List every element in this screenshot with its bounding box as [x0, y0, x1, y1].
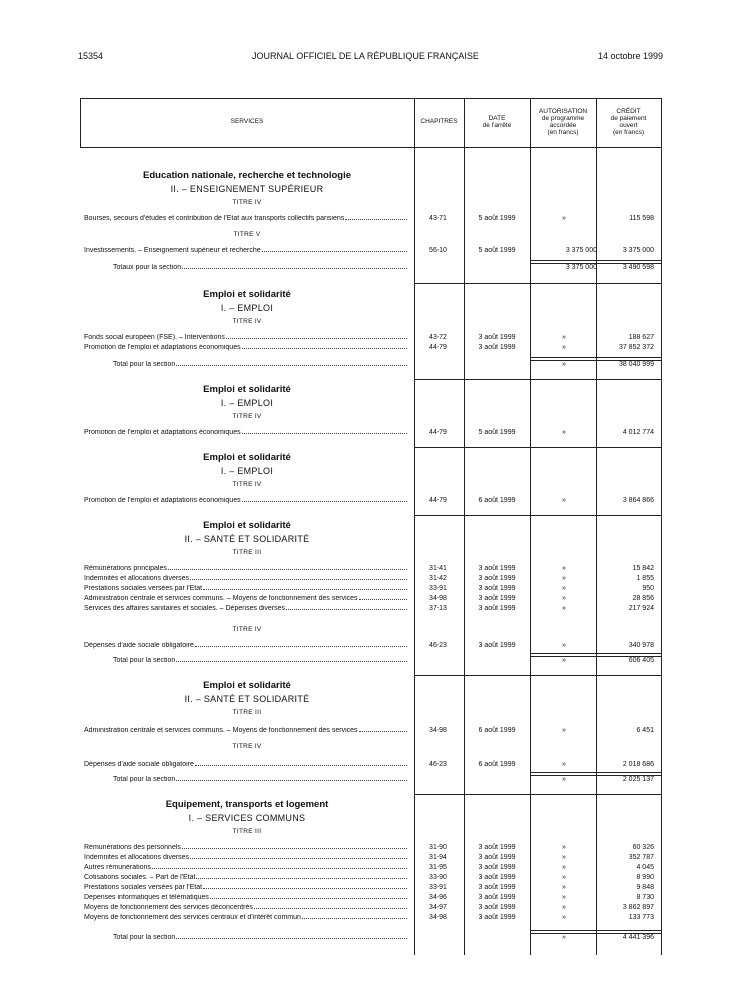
row-label [113, 934, 408, 941]
row-autorisation: » [562, 595, 566, 602]
row-label [84, 605, 408, 612]
journal-title: JOURNAL OFFICIEL DE LA RÉPUBLIQUE FRANÇAISE [252, 51, 479, 61]
table-row [80, 595, 662, 605]
row-label [84, 854, 408, 861]
row-autorisation: » [562, 642, 566, 649]
row-credit: 3 862 897 [622, 904, 654, 911]
section-separator [414, 447, 661, 448]
dot-leader [176, 938, 407, 939]
total-row [80, 934, 662, 944]
col-header-chapitres-label: CHAPITRES [420, 118, 458, 126]
section-separator [414, 283, 661, 284]
row-autorisation: » [562, 657, 566, 664]
row-credit: 217 924 [628, 605, 654, 612]
row-label [84, 864, 408, 871]
row-label-text: Totaux pour la section [113, 264, 182, 271]
row-date: 3 août 1999 [478, 575, 516, 582]
row-credit: 133 773 [628, 914, 654, 921]
dot-leader [345, 219, 407, 220]
column-rule [596, 98, 597, 955]
table-row [80, 904, 662, 914]
row-autorisation: » [562, 884, 566, 891]
row-credit: 340 978 [628, 642, 654, 649]
section-separator [414, 794, 661, 795]
row-autorisation: » [562, 215, 566, 222]
dot-leader [203, 888, 407, 889]
row-date: 3 août 1999 [478, 585, 516, 592]
titre-heading: TITRE IV [232, 626, 262, 633]
row-date: 3 août 1999 [478, 334, 516, 341]
section-title: Emploi et solidarité [203, 384, 291, 395]
row-label-text: Promotion de l'emploi et adaptations économiques [84, 344, 241, 351]
row-label [113, 264, 408, 271]
row-date: 3 août 1999 [478, 595, 516, 602]
titre-heading: TITRE V [233, 231, 261, 238]
row-chapitre: 37-13 [429, 605, 447, 612]
dot-leader [242, 348, 407, 349]
row-autorisation: » [562, 727, 566, 734]
row-credit: 1 855 [636, 575, 654, 582]
row-label-text: Bourses, secours d'études et contribution de l'Etat aux transports collectifs parisiens [84, 215, 345, 222]
row-label [84, 565, 408, 572]
section-subtitle: I. – EMPLOI [220, 303, 274, 313]
row-label [84, 595, 408, 602]
row-label-text: Moyens de fonctionnement des services centraux et d'intérêt commun [84, 914, 301, 921]
page-number: 15354 [78, 51, 104, 61]
row-label [84, 727, 408, 734]
row-chapitre: 34-97 [429, 904, 447, 911]
row-label [84, 247, 408, 254]
row-label-text: Fonds social européen (FSE). – Interventions [84, 334, 225, 341]
section-subtitle: I. – SERVICES COMMUNS [188, 813, 306, 823]
row-label-text: Total pour la section [113, 657, 176, 664]
section-title: Emploi et solidarité [203, 680, 291, 691]
row-label-text: Administration centrale et services communs. – Moyens de fonctionnement des services [84, 595, 358, 602]
section-title: Emploi et solidarité [203, 452, 291, 463]
row-autorisation: » [562, 361, 566, 368]
row-label-text: Total pour la section [113, 361, 176, 368]
row-date: 6 août 1999 [478, 497, 516, 504]
row-label-text: Rémunérations principales [84, 565, 167, 572]
table-row [80, 894, 662, 904]
row-date: 3 août 1999 [478, 864, 516, 871]
section-subtitle: II. – ENSEIGNEMENT SUPÉRIEUR [170, 184, 324, 194]
dot-leader [196, 878, 407, 879]
row-credit: 606 405 [628, 657, 654, 664]
col-header-auth-l2: de programme [541, 114, 585, 122]
dot-leader [182, 848, 407, 849]
row-credit: 3 490 598 [622, 264, 654, 271]
row-label-text: Investissements. – Enseignement supérieur et recherche [84, 247, 261, 254]
row-label-text: Moyens de fonctionnement des services déconcentrés [84, 904, 253, 911]
row-label [113, 361, 408, 368]
row-chapitre: 31-90 [429, 844, 447, 851]
col-header-date-l1: DATE [488, 114, 506, 122]
row-label [84, 215, 408, 222]
col-header-date [464, 98, 530, 146]
table-row [80, 334, 662, 344]
row-credit: 4 441 396 [622, 934, 654, 941]
row-credit: 60 326 [632, 844, 654, 851]
row-label [84, 914, 408, 921]
row-autorisation: » [562, 334, 566, 341]
table-row [80, 497, 662, 507]
row-date: 6 août 1999 [478, 761, 516, 768]
row-autorisation: » [562, 854, 566, 861]
col-header-chapitres [414, 98, 464, 146]
row-chapitre: 34-98 [429, 914, 447, 921]
row-date: 5 août 1999 [478, 429, 516, 436]
row-chapitre: 56-10 [429, 247, 447, 254]
row-chapitre: 44-79 [429, 497, 447, 504]
table-row [80, 727, 662, 737]
row-autorisation: » [562, 575, 566, 582]
dot-leader [176, 661, 407, 662]
section-subtitle: II. – SANTÉ ET SOLIDARITÉ [184, 534, 310, 544]
row-label [84, 334, 408, 341]
row-date: 6 août 1999 [478, 727, 516, 734]
dot-leader [359, 731, 407, 732]
total-row [80, 776, 662, 786]
row-credit: 352 787 [628, 854, 654, 861]
col-header-credit [596, 98, 661, 146]
row-label-text: Indemnités et allocations diverses [84, 575, 190, 582]
row-credit: 4 012 774 [622, 429, 654, 436]
row-credit: 3 864 866 [622, 497, 654, 504]
col-header-auth-l4: (en francs) [547, 129, 579, 137]
row-label [84, 844, 408, 851]
row-autorisation: » [562, 934, 566, 941]
section-subtitle: II. – SANTÉ ET SOLIDARITÉ [184, 694, 310, 704]
credits-table [80, 98, 662, 955]
row-date: 3 août 1999 [478, 914, 516, 921]
dot-leader [210, 898, 407, 899]
row-label-text: Promotion de l'emploi et adaptations économiques [84, 429, 241, 436]
row-date: 3 août 1999 [478, 642, 516, 649]
row-credit: 950 [642, 585, 654, 592]
row-autorisation: » [562, 585, 566, 592]
table-row [80, 247, 662, 257]
table-row [80, 429, 662, 439]
row-label-text: Dépenses d'aide sociale obligatoire [84, 761, 194, 768]
row-label [84, 344, 408, 351]
row-label [84, 575, 408, 582]
row-chapitre: 43-72 [429, 334, 447, 341]
section-subtitle: I. – EMPLOI [220, 466, 274, 476]
table-row [80, 344, 662, 354]
row-credit: 9 848 [636, 884, 654, 891]
table-row [80, 642, 662, 652]
table-row [80, 854, 662, 864]
section-title: Education nationale, recherche et technologie [143, 170, 351, 181]
row-label [84, 761, 408, 768]
row-date: 3 août 1999 [478, 605, 516, 612]
row-chapitre: 44-79 [429, 429, 447, 436]
dot-leader [168, 569, 407, 570]
row-autorisation: » [562, 565, 566, 572]
dot-leader [359, 599, 407, 600]
row-label-text: Promotion de l'emploi et adaptations économiques [84, 497, 241, 504]
row-date: 3 août 1999 [478, 344, 516, 351]
row-autorisation: » [562, 761, 566, 768]
row-date: 5 août 1999 [478, 215, 516, 222]
row-chapitre: 34-98 [429, 595, 447, 602]
titre-heading: TITRE III [232, 709, 262, 716]
row-label [84, 894, 408, 901]
dot-leader [262, 251, 407, 252]
table-row [80, 565, 662, 575]
row-label-text: Autres rémunérations [84, 864, 151, 871]
row-chapitre: 43-71 [429, 215, 447, 222]
col-header-services-label: SERVICES [230, 118, 264, 126]
row-autorisation: » [562, 844, 566, 851]
row-label-text: Prestations sociales versées par l'Etat [84, 585, 203, 592]
row-credit: 2 018 686 [622, 761, 654, 768]
row-label-text: Indemnités et allocations diverses [84, 854, 190, 861]
dot-leader [195, 646, 407, 647]
row-chapitre: 31-42 [429, 575, 447, 582]
table-row [80, 761, 662, 771]
row-credit: 8 730 [636, 894, 654, 901]
row-credit: 2 025 137 [622, 776, 654, 783]
row-label-text: Cotisations sociales. – Part de l'Etat [84, 874, 196, 881]
row-autorisation: » [562, 776, 566, 783]
section-title: Emploi et solidarité [203, 520, 291, 531]
row-autorisation: » [562, 874, 566, 881]
dot-leader [195, 765, 407, 766]
row-autorisation: » [562, 864, 566, 871]
col-header-cred-l1: CRÉDIT [616, 107, 641, 115]
dot-leader [176, 780, 407, 781]
row-credit: 15 842 [632, 565, 654, 572]
table-row [80, 215, 662, 225]
titre-heading: TITRE III [232, 549, 262, 556]
dot-leader [242, 501, 407, 502]
dot-leader [242, 433, 407, 434]
table-row [80, 585, 662, 595]
row-date: 3 août 1999 [478, 904, 516, 911]
row-credit: 37 852 372 [618, 344, 654, 351]
row-label-text: Administration centrale et services communs. – Moyens de fonctionnement des services [84, 727, 358, 734]
col-header-services [80, 98, 414, 146]
row-chapitre: 31-95 [429, 864, 447, 871]
row-label [84, 585, 408, 592]
section-title: Emploi et solidarité [203, 289, 291, 300]
row-chapitre: 34-98 [429, 727, 447, 734]
row-chapitre: 46-23 [429, 761, 447, 768]
total-row [80, 264, 662, 274]
row-credit: 28 856 [632, 595, 654, 602]
dot-leader [152, 868, 407, 869]
table-row [80, 884, 662, 894]
row-chapitre: 31-94 [429, 854, 447, 861]
table-row [80, 844, 662, 854]
row-autorisation: » [562, 904, 566, 911]
row-credit: 38 040 999 [618, 361, 654, 368]
journal-date: 14 octobre 1999 [597, 51, 663, 61]
row-credit: 115 598 [629, 215, 654, 222]
column-rule [414, 98, 415, 955]
section-separator [414, 379, 661, 380]
table-row [80, 874, 662, 884]
row-autorisation: » [562, 914, 566, 921]
table-row [80, 605, 662, 615]
row-chapitre: 33-90 [429, 874, 447, 881]
row-date: 3 août 1999 [478, 884, 516, 891]
row-label [84, 497, 408, 504]
row-label-text: Rémunérations des personnels [84, 844, 181, 851]
row-date: 3 août 1999 [478, 565, 516, 572]
total-row [80, 361, 662, 371]
row-label [84, 904, 408, 911]
section-title: Equipement, transports et logement [165, 799, 329, 810]
row-autorisation: » [562, 344, 566, 351]
row-label [84, 884, 408, 891]
titre-heading: TITRE IV [232, 413, 262, 420]
row-date: 3 août 1999 [478, 844, 516, 851]
row-autorisation: 3 375 000 [565, 247, 597, 254]
row-chapitre: 44-79 [429, 344, 447, 351]
row-autorisation: 3 375 000 [565, 264, 597, 271]
row-chapitre: 34-96 [429, 894, 447, 901]
row-label [113, 776, 408, 783]
row-date: 3 août 1999 [478, 894, 516, 901]
dot-leader [190, 858, 407, 859]
titre-heading: TITRE IV [232, 481, 262, 488]
row-chapitre: 33-91 [429, 585, 447, 592]
dot-leader [302, 918, 407, 919]
row-chapitre: 46-23 [429, 642, 447, 649]
column-rule [530, 98, 531, 955]
row-label-text: Services des affaires sanitaires et sociales. – Dépenses diverses [84, 605, 286, 612]
col-header-auth-l3: accordée [549, 122, 577, 129]
col-header-auth-l1: AUTORISATION [538, 107, 588, 115]
row-credit: 188 627 [628, 334, 654, 341]
row-label-text: Prestations sociales versées par l'Etat [84, 884, 203, 891]
row-chapitre: 31-41 [429, 565, 447, 572]
row-label [113, 657, 408, 664]
row-label [84, 642, 408, 649]
dot-leader [203, 589, 407, 590]
row-label [84, 874, 408, 881]
column-rule [661, 98, 662, 955]
section-separator [414, 675, 661, 676]
col-header-date-l2: de l'arrêté [482, 122, 512, 129]
row-label [84, 429, 408, 436]
row-credit: 3 375 000 [622, 247, 654, 254]
row-label-text: Dépenses d'aide sociale obligatoire [84, 642, 194, 649]
row-autorisation: » [562, 429, 566, 436]
section-separator [414, 515, 661, 516]
row-date: 3 août 1999 [478, 874, 516, 881]
row-autorisation: » [562, 497, 566, 504]
dot-leader [226, 338, 407, 339]
dot-leader [286, 609, 407, 610]
col-header-cred-l3: ouvert [619, 122, 638, 129]
dot-leader [254, 908, 407, 909]
titre-heading: TITRE IV [232, 199, 262, 206]
column-rule [464, 98, 465, 955]
section-subtitle: I. – EMPLOI [220, 398, 274, 408]
row-label-text: Dépenses informatiques et télématiques [84, 894, 209, 901]
row-date: 5 août 1999 [478, 247, 516, 254]
col-header-autorisation [530, 98, 596, 146]
row-date: 3 août 1999 [478, 854, 516, 861]
row-autorisation: » [562, 605, 566, 612]
row-label-text: Total pour la section [113, 776, 176, 783]
table-row [80, 864, 662, 874]
row-credit: 4 045 [636, 864, 654, 871]
row-autorisation: » [562, 894, 566, 901]
dot-leader [176, 365, 407, 366]
titre-heading: TITRE III [232, 828, 262, 835]
col-header-cred-l2: de paiement [610, 114, 647, 122]
table-row [80, 575, 662, 585]
total-row [80, 657, 662, 667]
table-row [80, 914, 662, 924]
col-header-cred-l4: (en francs) [612, 129, 645, 137]
row-credit: 8 990 [636, 874, 654, 881]
row-label-text: Total pour la section [113, 934, 176, 941]
titre-heading: TITRE IV [232, 318, 262, 325]
dot-leader [190, 579, 407, 580]
dot-leader [182, 268, 407, 269]
row-credit: 6 451 [636, 727, 654, 734]
titre-heading: TITRE IV [232, 743, 262, 750]
row-chapitre: 33-91 [429, 884, 447, 891]
